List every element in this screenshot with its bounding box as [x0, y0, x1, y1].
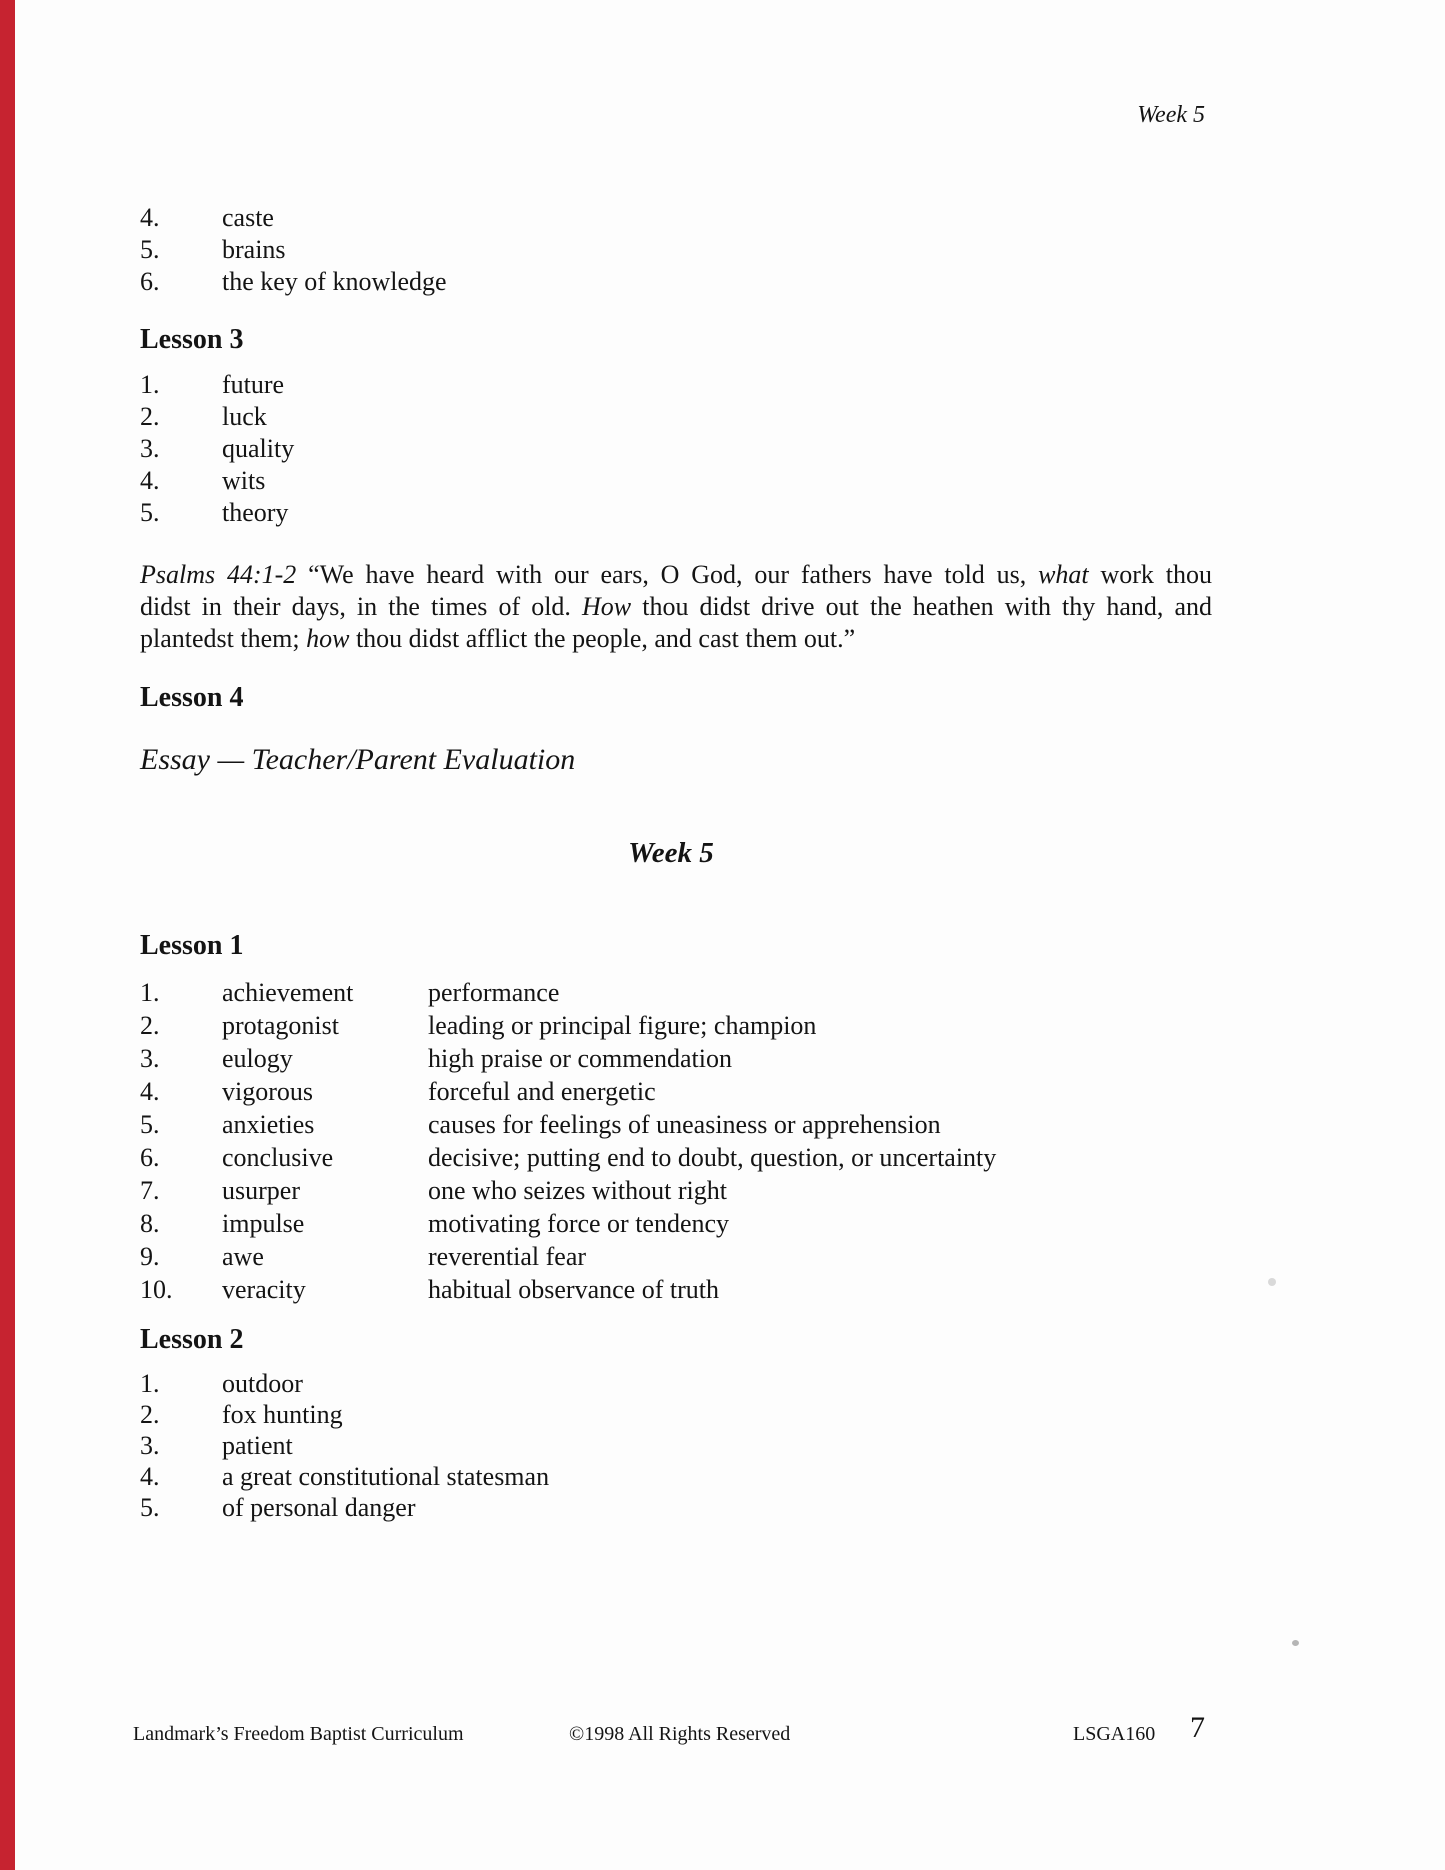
answer-number: 8.	[140, 1209, 160, 1238]
vocabulary-word: achievement	[222, 978, 354, 1007]
answer-row	[140, 401, 294, 433]
answer-row	[140, 433, 294, 465]
page-number: 7	[1190, 1711, 1205, 1744]
answer-row	[140, 202, 447, 234]
vocabulary-row	[140, 1108, 996, 1141]
answer-row	[140, 234, 447, 266]
scan-speck	[1292, 1640, 1299, 1646]
answer-row	[140, 1399, 549, 1430]
vocabulary-row	[140, 1174, 996, 1207]
vocabulary-row	[140, 1207, 996, 1240]
vocabulary-definition: reverential fear	[428, 1242, 587, 1271]
scan-speck	[1268, 1278, 1276, 1286]
answer-number: 4.	[140, 466, 160, 495]
lesson4-heading: Lesson 4	[140, 682, 244, 713]
answer-number: 5.	[140, 1110, 160, 1139]
vocabulary-row	[140, 1042, 996, 1075]
lesson3-heading: Lesson 3	[140, 324, 244, 355]
lesson1-heading: Lesson 1	[140, 930, 244, 961]
vocabulary-word: awe	[222, 1242, 264, 1271]
lesson1-vocabulary-list	[140, 976, 996, 1306]
answer-number: 1.	[140, 978, 160, 1007]
psalms-quote-line: Psalms 44:1-2 “We have heard with our ears, O God, our fathers have told us, what work thou	[140, 560, 1212, 589]
answer-number: 1.	[140, 370, 160, 399]
page-edge-stripe	[0, 0, 15, 1870]
vocabulary-word: eulogy	[222, 1044, 293, 1073]
answer-text: theory	[222, 498, 289, 527]
week-section-heading: Week 5	[628, 837, 714, 869]
psalms-quote-line: didst in their days, in the times of old. How thou didst drive out the heathen with thy hand, and	[140, 592, 1212, 621]
vocabulary-row	[140, 1273, 996, 1306]
vocabulary-definition: decisive; putting end to doubt, question, or uncertainty	[428, 1143, 997, 1172]
answer-number: 4.	[140, 1462, 160, 1491]
answer-row	[140, 465, 294, 497]
vocabulary-word: usurper	[222, 1176, 300, 1205]
answer-number: 10.	[140, 1275, 173, 1304]
vocabulary-definition: forceful and energetic	[428, 1077, 656, 1106]
answer-number: 2.	[140, 1011, 160, 1040]
answer-text: wits	[222, 466, 266, 495]
answer-row	[140, 369, 294, 401]
answer-number: 3.	[140, 1431, 160, 1460]
footer-publisher: Landmark’s Freedom Baptist Curriculum	[133, 1723, 464, 1745]
carryover-answer-list	[140, 202, 447, 298]
answer-text: luck	[222, 402, 267, 431]
vocabulary-definition: one who seizes without right	[428, 1176, 727, 1205]
answer-row	[140, 266, 447, 298]
vocabulary-word: protagonist	[222, 1011, 339, 1040]
answer-text: brains	[222, 235, 286, 264]
vocabulary-row	[140, 976, 996, 1009]
vocabulary-row	[140, 1075, 996, 1108]
answer-number: 3.	[140, 434, 160, 463]
answer-number: 1.	[140, 1369, 160, 1398]
lesson3-answer-list	[140, 369, 294, 529]
answer-row	[140, 1492, 549, 1523]
answer-number: 3.	[140, 1044, 160, 1073]
answer-number: 4.	[140, 203, 160, 232]
answer-number: 2.	[140, 1400, 160, 1429]
vocabulary-definition: leading or principal figure; champion	[428, 1011, 817, 1040]
answer-text: the key of knowledge	[222, 267, 447, 296]
answer-text: patient	[222, 1431, 293, 1460]
answer-text: fox hunting	[222, 1400, 343, 1429]
vocabulary-definition: high praise or commendation	[428, 1044, 732, 1073]
answer-row	[140, 1430, 549, 1461]
vocabulary-definition: causes for feelings of uneasiness or apprehension	[428, 1110, 941, 1139]
answer-number: 7.	[140, 1176, 160, 1205]
answer-row	[140, 1368, 549, 1399]
psalms-quote-line: plantedst them; how thou didst afflict the people, and cast them out.”	[140, 624, 856, 653]
footer-product-code: LSGA160	[1073, 1723, 1156, 1745]
answer-text: outdoor	[222, 1369, 303, 1398]
lesson2-heading: Lesson 2	[140, 1324, 244, 1355]
vocabulary-row	[140, 1009, 996, 1042]
psalms-quote	[140, 559, 1212, 655]
vocabulary-word: conclusive	[222, 1143, 334, 1172]
answer-number: 6.	[140, 1143, 160, 1172]
vocabulary-word: vigorous	[222, 1077, 313, 1106]
answer-text: caste	[222, 203, 274, 232]
vocabulary-definition: habitual observance of truth	[428, 1275, 719, 1304]
answer-text: of personal danger	[222, 1493, 416, 1522]
answer-row	[140, 1461, 549, 1492]
vocabulary-word: anxieties	[222, 1110, 315, 1139]
vocabulary-row	[140, 1141, 996, 1174]
answer-number: 5.	[140, 498, 160, 527]
answer-number: 2.	[140, 402, 160, 431]
answer-number: 5.	[140, 1493, 160, 1522]
vocabulary-definition: performance	[428, 978, 560, 1007]
answer-text: future	[222, 370, 285, 399]
answer-text: quality	[222, 434, 295, 463]
answer-number: 9.	[140, 1242, 160, 1271]
answer-number: 6.	[140, 267, 160, 296]
vocabulary-word: veracity	[222, 1275, 306, 1304]
answer-text: a great constitutional statesman	[222, 1462, 550, 1491]
running-header-week: Week 5	[1137, 102, 1205, 128]
essay-evaluation-note: Essay — Teacher/Parent Evaluation	[140, 743, 576, 776]
answer-row	[140, 497, 294, 529]
lesson2-answer-list	[140, 1368, 549, 1523]
vocabulary-row	[140, 1240, 996, 1273]
answer-number: 4.	[140, 1077, 160, 1106]
footer-copyright: ©1998 All Rights Reserved	[569, 1723, 791, 1745]
answer-number: 5.	[140, 235, 160, 264]
vocabulary-definition: motivating force or tendency	[428, 1209, 730, 1238]
vocabulary-word: impulse	[222, 1209, 305, 1238]
